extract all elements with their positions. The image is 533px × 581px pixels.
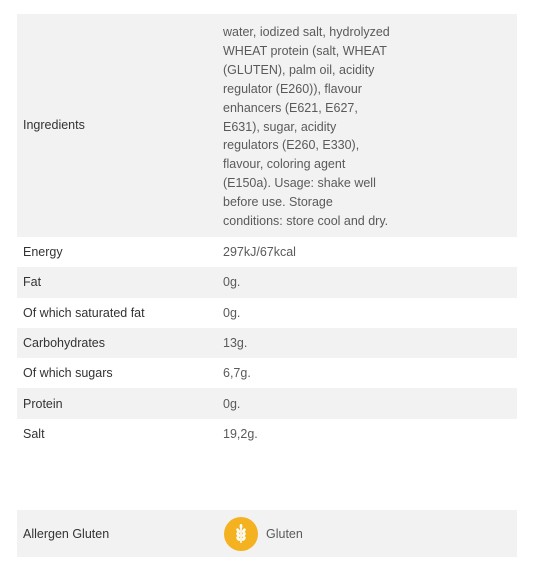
table-row-carbohydrates — [17, 328, 517, 358]
row-value: 19,2g. — [217, 419, 517, 449]
allergen-row — [17, 510, 517, 557]
row-label: Energy — [17, 237, 217, 267]
wheat-icon — [224, 517, 258, 551]
row-value: 13g. — [217, 328, 517, 358]
wheat-icon-glyph — [230, 523, 252, 545]
allergen-name: Gluten — [266, 526, 303, 541]
table-row-ingredients — [17, 14, 517, 237]
table-row-fat — [17, 267, 517, 297]
allergen-label: Allergen Gluten — [23, 526, 110, 541]
row-label: Carbohydrates — [17, 328, 217, 358]
row-label: Of which sugars — [17, 358, 217, 388]
row-label: Protein — [17, 388, 217, 418]
row-value: 0g. — [217, 388, 517, 418]
row-label: Fat — [17, 267, 217, 297]
row-value: 6,7g. — [217, 358, 517, 388]
row-value: 0g. — [217, 267, 517, 297]
row-value: 297kJ/67kcal — [217, 237, 517, 267]
table-row-energy — [17, 237, 517, 267]
row-label: Of which saturated fat — [17, 298, 217, 328]
row-value: 0g. — [217, 298, 517, 328]
row-label: Salt — [17, 419, 217, 449]
ingredients-text: water, iodized salt, hydrolyzed WHEAT protein (salt, WHEAT (GLUTEN), palm oil, acidity regulator (E260)), flavour enhancers (E621, E627, E631), sugar, acidity regulators (E260, E330), flavour, coloring agent (E150a). Usage: shake well before use. Storage conditions: store cool and dry. — [223, 25, 390, 229]
table-row-sugars — [17, 358, 517, 388]
table-row-saturated-fat — [17, 298, 517, 328]
nutrition-table — [17, 14, 517, 449]
row-label: Ingredients — [17, 14, 217, 237]
table-row-protein — [17, 388, 517, 418]
table-row-salt — [17, 419, 517, 449]
